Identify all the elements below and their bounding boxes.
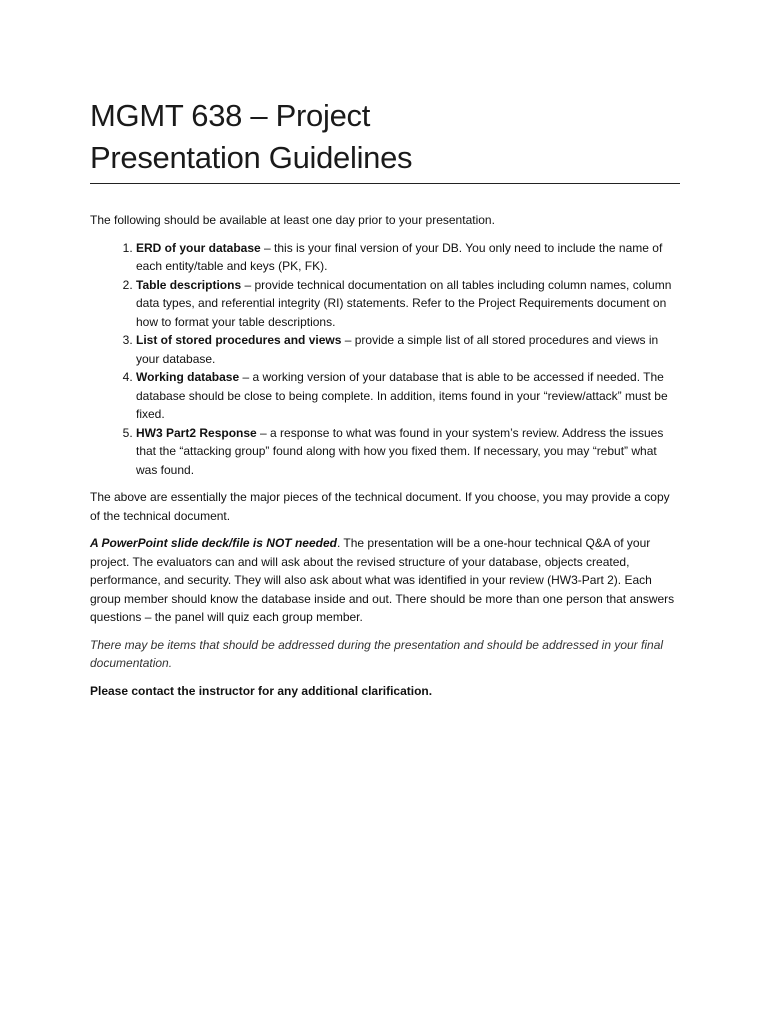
- powerpoint-text: . The presentation will be a one-hour technical Q&A of your project. The evaluators can and will ask about the revised structure of your database, objects created, performance, and security. They will also ask about what was identified in your review (HW3-Part 2). Each group member should know the database inside and out. There should be more than one person that answers questions – the panel will quiz each group member.: [90, 536, 675, 624]
- list-item: [136, 331, 680, 368]
- list-item-lead: ERD of your database: [136, 240, 261, 255]
- list-item-text: – provide technical documentation on all tables including column names, column data types, and referential integrity (RI) statements. Refer to the Project Requirements document on how to format your table descriptions.: [136, 277, 672, 329]
- list-item: [136, 276, 680, 332]
- documentation-note: There may be items that should be addressed during the presentation and should be addressed in your final documentation.: [90, 637, 664, 670]
- list-item-lead: Working database: [136, 370, 240, 384]
- title-line-1: MGMT 638 – Project: [90, 98, 371, 133]
- list-item-text: – a working version of your database that is able to be accessed if needed. The database should be close to being complete. In addition, items found in your “review/attack” must be fixed.: [136, 370, 668, 421]
- list-item: [136, 239, 680, 276]
- powerpoint-lead: A PowerPoint slide deck/file is NOT needed: [90, 536, 337, 550]
- title-divider: [90, 183, 680, 184]
- contact-paragraph: Please contact the instructor for any additional clarification.: [90, 683, 433, 698]
- list-item-text: – a response to what was found in your system’s review. Address the issues that the “attacking group” found along with how you fixed them. If necessary, you may “rebut” what was found.: [136, 425, 664, 477]
- list-item-lead: HW3 Part2 Response: [136, 425, 257, 440]
- powerpoint-paragraph: [90, 534, 680, 627]
- list-item: [136, 424, 680, 480]
- list-item-text: – this is your final version of your DB. You only need to include the name of each entity/table and keys (PK, FK).: [136, 240, 663, 273]
- technical-document-paragraph: The above are essentially the major pieces of the technical document. If you choose, you may provide a copy of the technical document.: [90, 490, 670, 523]
- deliverables-list: [90, 239, 680, 480]
- document-page: [90, 95, 680, 700]
- list-item-lead: List of stored procedures and views: [136, 333, 342, 347]
- document-title: [90, 95, 680, 179]
- list-item-text: – provide a simple list of all stored procedures and views in your database.: [136, 333, 659, 366]
- title-line-2: Presentation Guidelines: [90, 140, 413, 175]
- list-item: [136, 368, 680, 424]
- list-item-lead: Table descriptions: [136, 277, 242, 292]
- intro-paragraph: The following should be available at least one day prior to your presentation.: [90, 213, 495, 227]
